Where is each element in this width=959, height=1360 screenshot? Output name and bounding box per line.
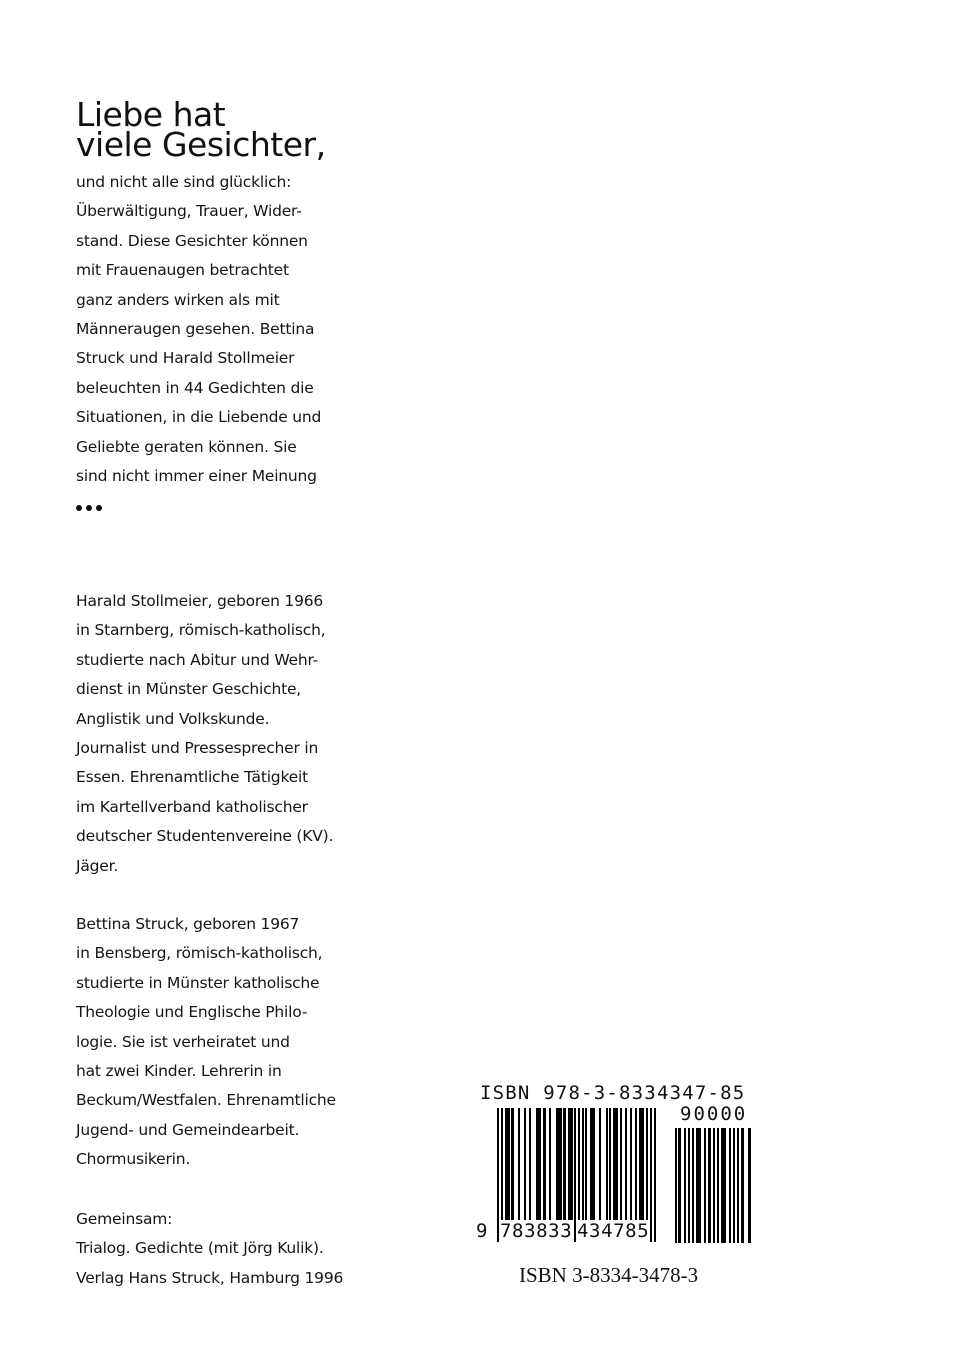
isbn13-label: ISBN 978-3-8334347-85 bbox=[480, 1082, 746, 1104]
ean-right-digits: 434785 bbox=[577, 1220, 650, 1242]
bio-line: Jugend- und Gemeindearbeit. bbox=[76, 1120, 300, 1139]
barcode-addon-digits: 90000 bbox=[680, 1103, 748, 1125]
joint-publication bbox=[76, 1205, 343, 1293]
bio-line: deutscher Studentenvereine (KV). bbox=[76, 827, 334, 846]
title-line: Liebe hat bbox=[76, 95, 226, 134]
author-bio-harald-stollmeier bbox=[76, 587, 333, 881]
isbn-barcode bbox=[476, 1082, 766, 1247]
bio-line: logie. Sie ist verheiratet und bbox=[76, 1032, 290, 1051]
bio-line: Anglistik und Volkskunde. bbox=[76, 709, 270, 728]
joint-heading: Gemeinsam: bbox=[76, 1210, 173, 1228]
title-line: viele Gesichter, bbox=[76, 125, 326, 164]
bio-line: Bettina Struck, geboren 1967 bbox=[76, 915, 300, 933]
bio-line: Beckum/Westfalen. Ehrenamtliche bbox=[76, 1091, 336, 1110]
bio-line: Harald Stollmeier, geboren 1966 bbox=[76, 592, 324, 610]
bio-line: dienst in Münster Geschichte, bbox=[76, 680, 302, 699]
joint-line: Verlag Hans Struck, Hamburg 1996 bbox=[76, 1268, 344, 1287]
bio-line: in Bensberg, römisch-katholisch, bbox=[76, 944, 323, 963]
bio-line: Essen. Ehrenamtliche Tätigkeit bbox=[76, 768, 308, 787]
bio-line: Chormusikerin. bbox=[76, 1150, 191, 1169]
blurb-line: beleuchten in 44 Gedichten die bbox=[76, 378, 314, 397]
blurb-line: stand. Diese Gesichter können bbox=[76, 231, 308, 250]
cover-title bbox=[76, 95, 326, 164]
blurb-line: sind nicht immer einer Meinung bbox=[76, 467, 317, 486]
dot bbox=[76, 505, 82, 511]
bio-line: im Kartellverband katholischer bbox=[76, 797, 308, 816]
blurb-line: Geliebte geraten können. Sie bbox=[76, 437, 297, 456]
isbn10-label: ISBN 3-8334-3478-3 bbox=[519, 1263, 699, 1287]
bio-line: in Starnberg, römisch-katholisch, bbox=[76, 621, 326, 640]
blurb-line: Männeraugen gesehen. Bettina bbox=[76, 320, 315, 339]
bio-line: Theologie und Englische Philo- bbox=[76, 1003, 308, 1022]
bio-line: Journalist und Pressesprecher in bbox=[76, 739, 319, 758]
ean-left-digits: 783833 bbox=[500, 1220, 573, 1242]
blurb-line: mit Frauenaugen betrachtet bbox=[76, 261, 289, 280]
blurb-line: Überwältigung, Trauer, Wider- bbox=[76, 202, 302, 221]
ellipsis-dots-icon bbox=[76, 505, 102, 511]
joint-line: Trialog. Gedichte (mit Jörg Kulik). bbox=[76, 1239, 324, 1258]
blurb-line: Struck und Harald Stollmeier bbox=[76, 349, 295, 368]
bio-line: studierte in Münster katholische bbox=[76, 973, 320, 992]
blurb-line: und nicht alle sind glücklich: bbox=[76, 173, 292, 191]
dot bbox=[86, 505, 92, 511]
bio-line: Jäger. bbox=[76, 856, 119, 875]
ean-prefix-digit: 9 bbox=[476, 1220, 488, 1242]
blurb-text bbox=[76, 168, 321, 491]
bio-line: hat zwei Kinder. Lehrerin in bbox=[76, 1062, 282, 1081]
bio-line: studierte nach Abitur und Wehr- bbox=[76, 650, 319, 669]
author-bio-bettina-struck bbox=[76, 910, 336, 1175]
blurb-line: Situationen, in die Liebende und bbox=[76, 408, 322, 427]
dot bbox=[96, 505, 102, 511]
blurb-line: ganz anders wirken als mit bbox=[76, 290, 280, 309]
